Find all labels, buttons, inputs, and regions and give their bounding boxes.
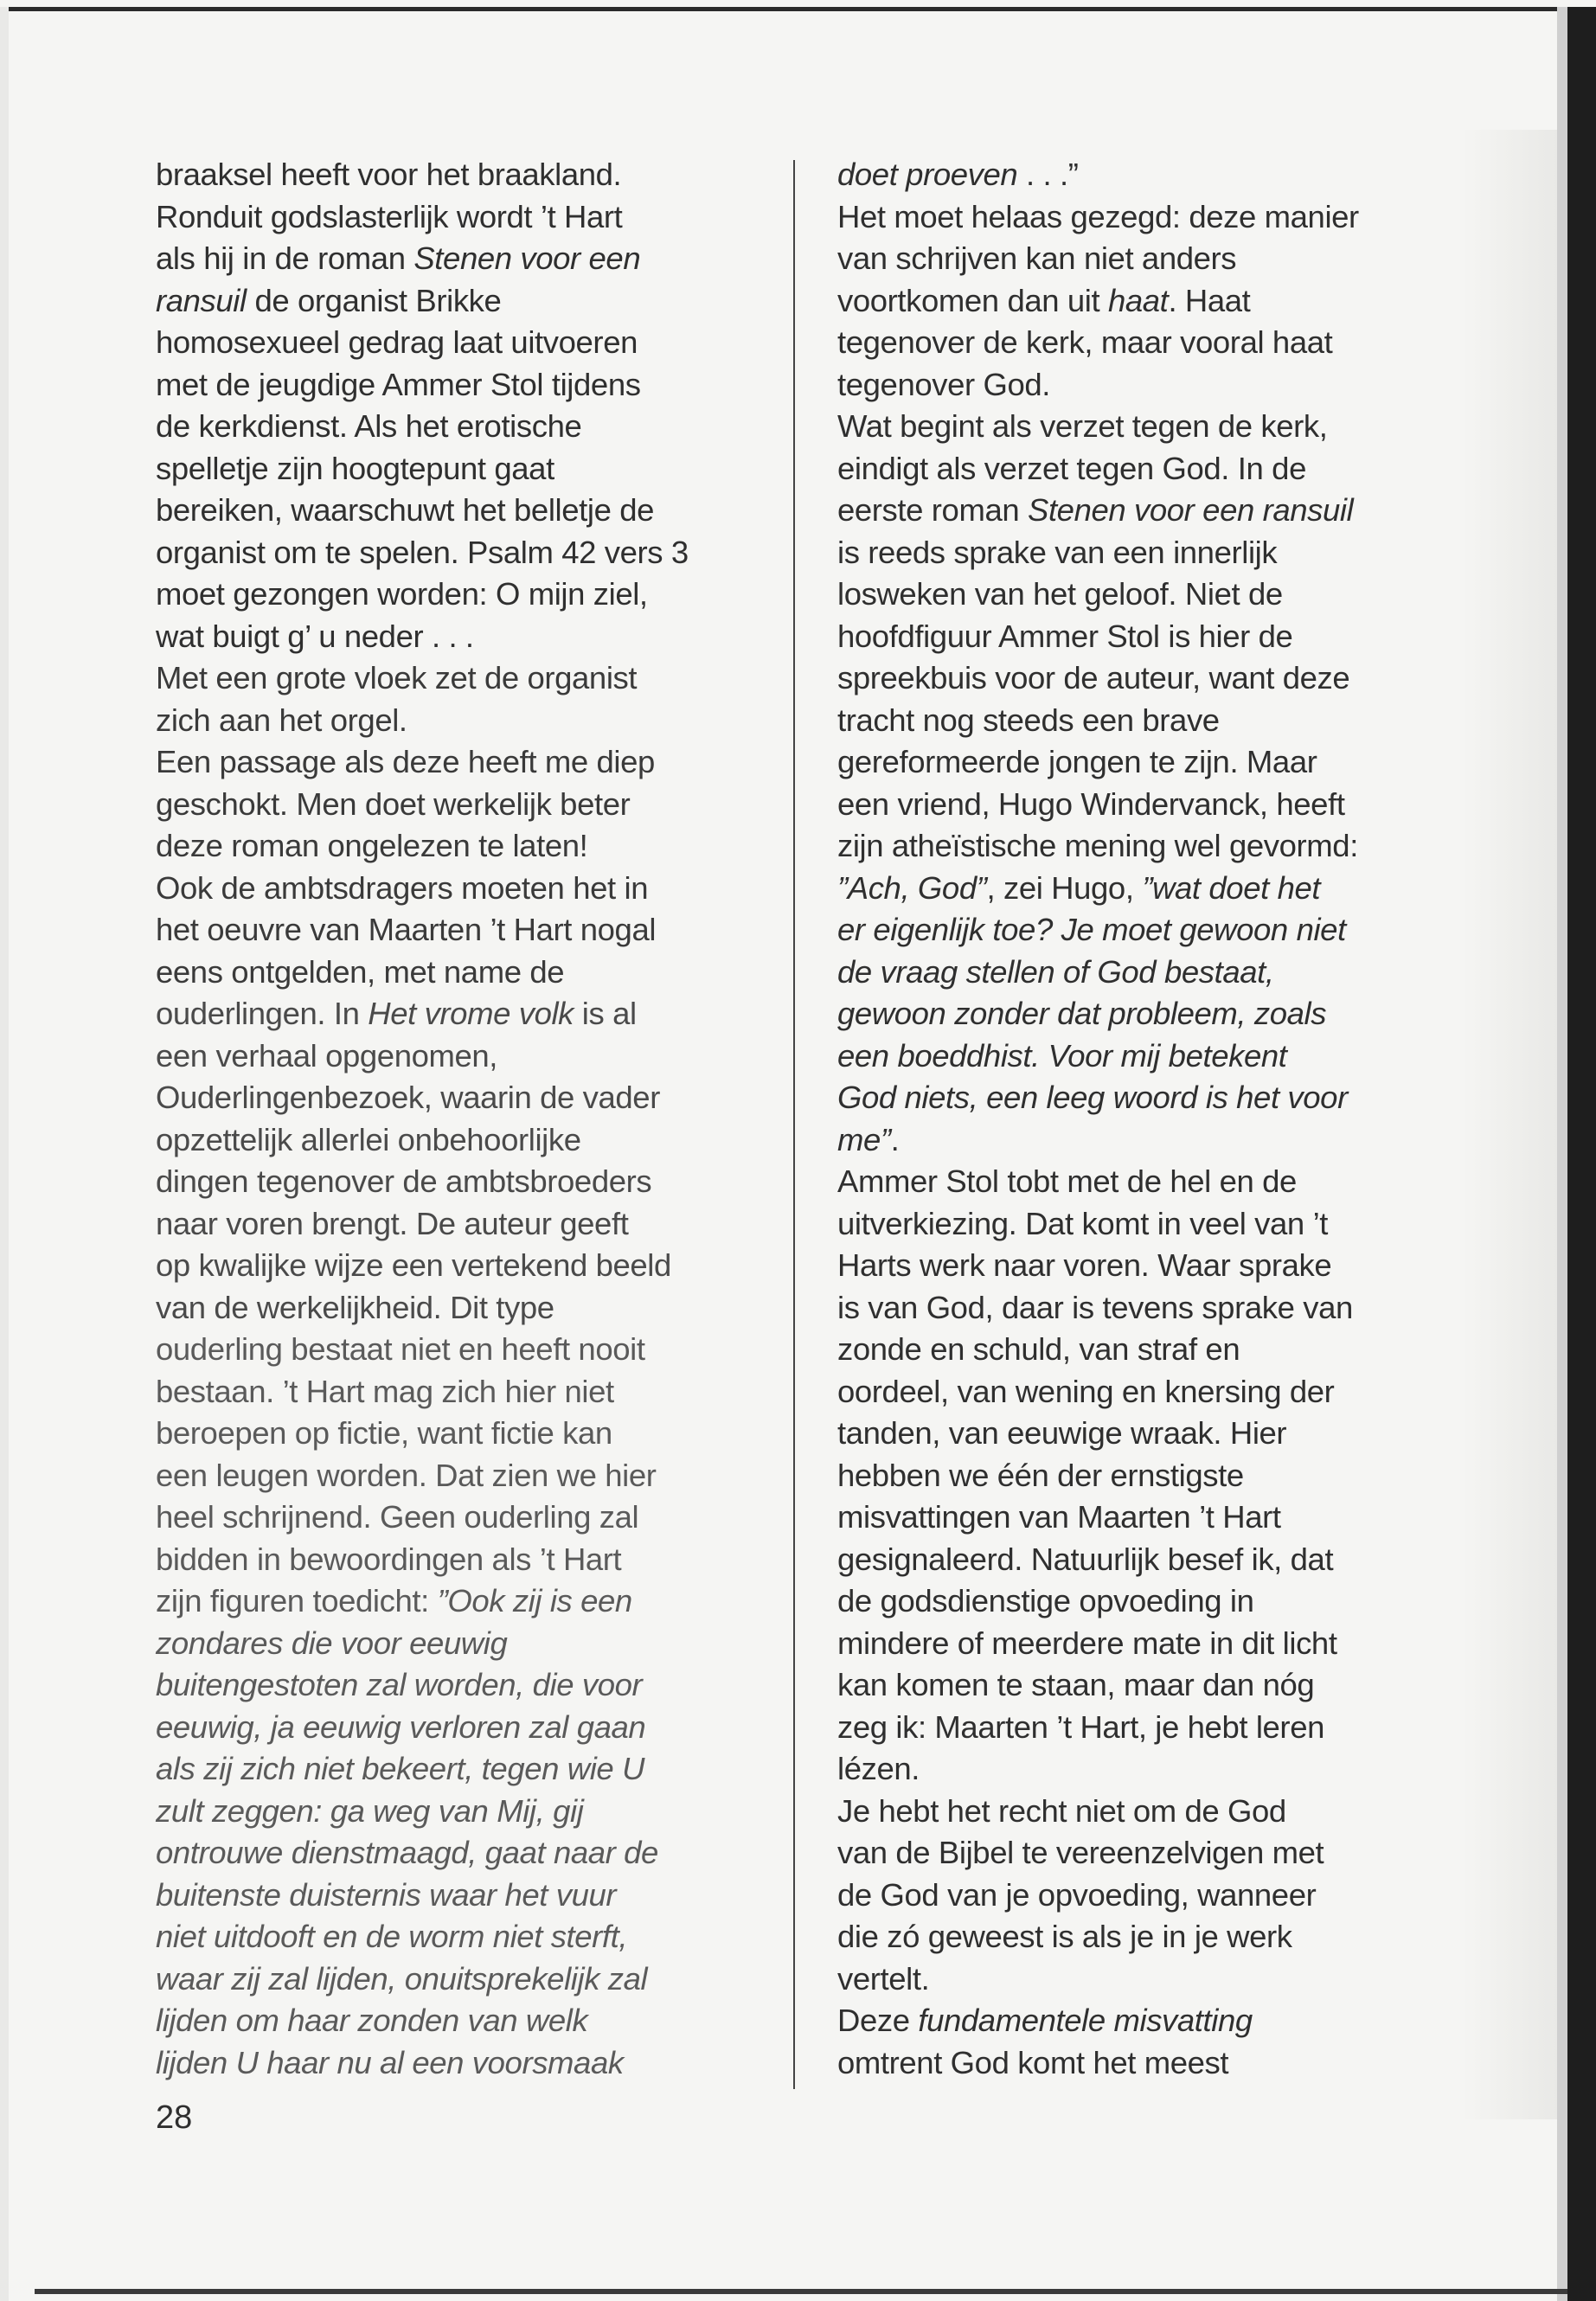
italic-text-run: eeuwig, ja eeuwig verloren zal gaan: [156, 1708, 646, 1745]
text-run: Harts werk naar voren. Waar sprake: [837, 1247, 1332, 1283]
text-run: .: [890, 1121, 900, 1157]
italic-text-run: Stenen voor een ransuil: [1028, 492, 1354, 528]
text-line: [156, 1413, 761, 1455]
text-line: [837, 1707, 1460, 1749]
text-line: [837, 993, 1460, 1035]
text-line: [156, 1077, 761, 1119]
text-line: [156, 1707, 761, 1749]
text-line: [837, 1203, 1460, 1246]
italic-text-run: fundamentele misvatting: [918, 2003, 1253, 2038]
text-run: zijn figuren toedicht:: [156, 1583, 438, 1618]
text-line: [156, 909, 761, 952]
text-line: [156, 1623, 761, 1665]
scan-edge-bottom: [35, 2289, 1567, 2294]
text-line: [156, 1329, 761, 1371]
right-text-column: [837, 154, 1460, 2084]
text-line: [156, 154, 761, 196]
text-line: [837, 574, 1460, 616]
text-line: [156, 784, 761, 826]
text-line: [837, 1287, 1460, 1330]
text-line: [837, 1664, 1460, 1707]
italic-text-run: ”Ach, God”: [837, 869, 987, 906]
italic-text-run: een boeddhist. Voor mij betekent: [837, 1037, 1287, 1074]
text-run: Met een grote vloek zet de organist: [156, 660, 638, 695]
text-run: is al: [574, 996, 637, 1031]
text-run: die zó geweest is als je in je werk: [837, 1919, 1292, 1954]
italic-text-run: me”: [837, 1121, 891, 1157]
text-run: misvattingen van Maarten ’t Hart: [837, 1499, 1281, 1535]
text-line: [837, 741, 1460, 784]
italic-text-run: lijden om haar zonden van welk: [156, 2003, 588, 2038]
text-run: op kwalijke wijze een vertekend beeld: [156, 1247, 671, 1283]
text-run: Ouderlingenbezoek, waarin de vader: [156, 1080, 660, 1115]
text-line: [837, 784, 1460, 826]
text-run: tanden, van eeuwige wraak. Hier: [837, 1415, 1287, 1451]
text-line: [837, 1916, 1460, 1958]
text-line: [837, 952, 1460, 994]
text-run: omtrent God komt het meest: [837, 2044, 1229, 2080]
text-run: eens ontgelden, met name de: [156, 953, 565, 990]
text-run: dingen tegenover de ambtsbroeders: [156, 1163, 652, 1199]
text-line: [156, 741, 761, 784]
text-run: heel schrijnend. Geen ouderling zal: [156, 1499, 639, 1535]
text-run: hebben we één der ernstigste: [837, 1457, 1244, 1493]
text-run: bestaan. ’t Hart mag zich hier niet: [156, 1373, 614, 1409]
text-line: [156, 993, 761, 1035]
text-run: van schrijven kan niet anders: [837, 240, 1237, 276]
text-line: [156, 196, 761, 239]
text-run: zeg ik: Maarten ’t Hart, je hebt leren: [837, 1708, 1324, 1745]
text-line: [837, 490, 1460, 532]
text-run: eindigt als verzet tegen God. In de: [837, 450, 1306, 486]
italic-text-run: zondares die voor eeuwig: [156, 1625, 508, 1661]
text-line: [837, 280, 1460, 323]
text-line: [837, 1832, 1460, 1875]
text-run: moet gezongen worden: O mijn ziel,: [156, 576, 648, 612]
text-run: naar voren brengt. De auteur geeft: [156, 1205, 629, 1241]
text-run: spelletje zijn hoogtepunt gaat: [156, 450, 554, 486]
italic-text-run: ”wat doet het: [1142, 869, 1321, 906]
text-line: [837, 2042, 1460, 2085]
text-run: de God van je opvoeding, wanneer: [837, 1876, 1317, 1913]
text-run: gesignaleerd. Natuurlijk besef ik, dat: [837, 1541, 1334, 1577]
facing-page-bleed: [1462, 130, 1557, 2119]
text-line: [156, 700, 761, 742]
text-line: [837, 1455, 1460, 1497]
text-line: [837, 448, 1460, 490]
text-line: [837, 1875, 1460, 1917]
text-line: [156, 1119, 761, 1162]
page-number: 28: [156, 2099, 193, 2136]
text-line: [837, 1580, 1460, 1623]
text-run: eerste roman: [837, 492, 1028, 528]
text-line: [156, 1371, 761, 1413]
text-line: [156, 1497, 761, 1539]
text-run: losweken van het geloof. Niet de: [837, 576, 1283, 612]
text-run: een vriend, Hugo Windervanck, heeft: [837, 785, 1345, 822]
italic-text-run: Stenen voor een: [413, 240, 641, 276]
text-line: [156, 574, 761, 616]
text-run: van de werkelijkheid. Dit type: [156, 1289, 554, 1325]
italic-text-run: lijden U haar nu al een voorsmaak: [156, 2044, 624, 2080]
text-run: . . .”: [1017, 157, 1079, 192]
text-line: [837, 1413, 1460, 1455]
text-line: [837, 196, 1460, 239]
text-run: spreekbuis voor de auteur, want deze: [837, 660, 1350, 695]
text-line: [837, 868, 1460, 910]
text-run: hoofdfiguur Ammer Stol is hier de: [837, 618, 1293, 654]
text-line: [156, 364, 761, 407]
italic-text-run: niet uitdooft en de worm niet sterft,: [156, 1919, 628, 1954]
text-line: [156, 322, 761, 364]
scan-edge-right-inner: [1557, 7, 1567, 2301]
text-line: [837, 616, 1460, 658]
text-run: tracht nog steeds een brave: [837, 702, 1220, 738]
text-line: [837, 406, 1460, 448]
text-run: organist om te spelen. Psalm 42 vers 3: [156, 534, 689, 570]
italic-text-run: Het vrome volk: [368, 996, 574, 1031]
text-line: [156, 1035, 761, 1078]
italic-text-run: buitenste duisternis waar het vuur: [156, 1876, 617, 1913]
text-run: zijn atheïstische mening wel gevormd:: [837, 828, 1358, 863]
text-line: [837, 1329, 1460, 1371]
text-line: [837, 364, 1460, 407]
text-line: [156, 1580, 761, 1623]
text-line: [156, 2000, 761, 2042]
text-line: [837, 154, 1460, 196]
italic-text-run: doet proeven: [837, 157, 1018, 192]
text-run: voortkomen dan uit: [837, 282, 1108, 318]
text-run: de godsdienstige opvoeding in: [837, 1583, 1254, 1618]
text-run: Ammer Stol tobt met de hel en de: [837, 1163, 1297, 1199]
text-line: [156, 1875, 761, 1917]
italic-text-run: ”Ook zij is een: [437, 1583, 632, 1618]
text-run: braaksel heeft voor het braakland.: [156, 157, 622, 192]
text-run: zonde en schuld, van straf en: [837, 1331, 1240, 1367]
scan-edge-right: [1567, 7, 1596, 2301]
text-line: [156, 952, 761, 994]
text-line: [156, 490, 761, 532]
text-line: [156, 825, 761, 868]
italic-text-run: ontrouwe dienstmaagd, gaat naar de: [156, 1835, 658, 1870]
text-run: wat buigt g’ u neder . . .: [156, 618, 474, 654]
text-run: de organist Brikke: [246, 282, 502, 318]
text-line: [837, 1958, 1460, 2001]
text-run: uitverkiezing. Dat komt in veel van ’t: [837, 1205, 1329, 1241]
text-line: [156, 1455, 761, 1497]
text-run: een leugen worden. Dat zien we hier: [156, 1457, 657, 1493]
text-line: [156, 1539, 761, 1581]
text-run: is reeds sprake van een innerlijk: [837, 534, 1278, 570]
text-run: tegenover God.: [837, 366, 1051, 402]
text-line: [156, 280, 761, 323]
italic-text-run: waar zij zal lijden, onuitsprekelijk zal: [156, 1960, 648, 1997]
text-run: lézen.: [837, 1751, 920, 1786]
text-line: [156, 406, 761, 448]
text-run: Deze: [837, 2003, 919, 2038]
text-line: [156, 532, 761, 574]
text-line: [837, 1371, 1460, 1413]
italic-text-run: als zij zich niet bekeert, tegen wie U: [156, 1751, 645, 1786]
text-line: [837, 2000, 1460, 2042]
text-line: [156, 868, 761, 910]
text-run: bidden in bewoordingen als ’t Hart: [156, 1541, 622, 1577]
text-run: Je hebt het recht niet om de God: [837, 1792, 1286, 1829]
text-run: opzettelijk allerlei onbehoorlijke: [156, 1121, 581, 1157]
text-line: [837, 1623, 1460, 1665]
text-run: ouderlingen. In: [156, 996, 369, 1031]
text-line: [156, 1916, 761, 1958]
text-run: bereiken, waarschuwt het belletje de: [156, 492, 655, 528]
text-line: [156, 657, 761, 700]
text-run: Wat begint als verzet tegen de kerk,: [837, 408, 1328, 444]
text-run: als hij in de roman: [156, 240, 414, 276]
text-run: Ook de ambtsdragers moeten het in: [156, 869, 649, 906]
text-run: de kerkdienst. Als het erotische: [156, 408, 582, 444]
text-line: [837, 1119, 1460, 1162]
text-run: . Haat: [1168, 282, 1251, 318]
scan-edge-left: [0, 7, 9, 2301]
text-run: Ronduit godslasterlijk wordt ’t Hart: [156, 198, 623, 234]
text-line: [156, 1958, 761, 2001]
italic-text-run: zult zeggen: ga weg van Mij, gij: [156, 1792, 584, 1829]
text-run: het oeuvre van Maarten ’t Hart nogal: [156, 912, 657, 947]
text-run: deze roman ongelezen te laten!: [156, 828, 588, 863]
text-line: [837, 322, 1460, 364]
italic-text-run: de vraag stellen of God bestaat,: [837, 953, 1274, 990]
column-divider: [793, 160, 795, 2089]
text-line: [837, 238, 1460, 280]
text-line: [156, 2042, 761, 2085]
text-line: [156, 1664, 761, 1707]
text-line: [156, 616, 761, 658]
italic-text-run: er eigenlijk toe? Je moet gewoon niet: [837, 912, 1346, 947]
text-line: [837, 1539, 1460, 1581]
italic-text-run: God niets, een leeg woord is het voor: [837, 1080, 1348, 1115]
text-line: [156, 448, 761, 490]
text-run: beroepen op fictie, want fictie kan: [156, 1415, 612, 1451]
text-line: [156, 1203, 761, 1246]
text-run: , zei Hugo,: [986, 869, 1143, 906]
text-run: Het moet helaas gezegd: deze manier: [837, 198, 1359, 234]
text-line: [837, 1245, 1460, 1287]
text-run: oordeel, van wening en knersing der: [837, 1373, 1335, 1409]
text-run: gereformeerde jongen te zijn. Maar: [837, 744, 1317, 779]
text-run: van de Bijbel te vereenzelvigen met: [837, 1835, 1324, 1870]
text-run: ouderling bestaat niet en heeft nooit: [156, 1331, 645, 1367]
text-line: [837, 1161, 1460, 1203]
text-line: [837, 825, 1460, 868]
italic-text-run: buitengestoten zal worden, die voor: [156, 1667, 643, 1702]
text-run: vertelt.: [837, 1960, 930, 1997]
text-line: [837, 700, 1460, 742]
text-line: [156, 238, 761, 280]
text-line: [837, 1748, 1460, 1791]
text-run: tegenover de kerk, maar vooral haat: [837, 324, 1333, 360]
italic-text-run: gewoon zonder dat probleem, zoals: [837, 996, 1327, 1031]
text-line: [156, 1832, 761, 1875]
text-run: met de jeugdige Ammer Stol tijdens: [156, 366, 641, 402]
text-line: [837, 1791, 1460, 1833]
text-run: geschokt. Men doet werkelijk beter: [156, 785, 631, 822]
scan-edge-top: [9, 7, 1579, 11]
text-run: homosexueel gedrag laat uitvoeren: [156, 324, 638, 360]
text-line: [837, 1497, 1460, 1539]
text-line: [156, 1748, 761, 1791]
text-line: [156, 1161, 761, 1203]
text-line: [156, 1287, 761, 1330]
text-line: [837, 532, 1460, 574]
italic-text-run: haat: [1107, 282, 1169, 318]
text-run: mindere of meerdere mate in dit licht: [837, 1625, 1337, 1661]
text-line: [156, 1791, 761, 1833]
text-run: is van God, daar is tevens sprake van: [837, 1289, 1353, 1325]
text-run: Een passage als deze heeft me diep: [156, 744, 655, 779]
text-run: zich aan het orgel.: [156, 702, 407, 738]
italic-text-run: ransuil: [156, 282, 247, 318]
text-run: een verhaal opgenomen,: [156, 1037, 498, 1074]
left-text-column: [156, 154, 761, 2084]
text-line: [837, 657, 1460, 700]
text-run: kan komen te staan, maar dan nóg: [837, 1667, 1315, 1702]
text-line: [156, 1245, 761, 1287]
text-line: [837, 1077, 1460, 1119]
text-line: [837, 909, 1460, 952]
text-line: [837, 1035, 1460, 1078]
